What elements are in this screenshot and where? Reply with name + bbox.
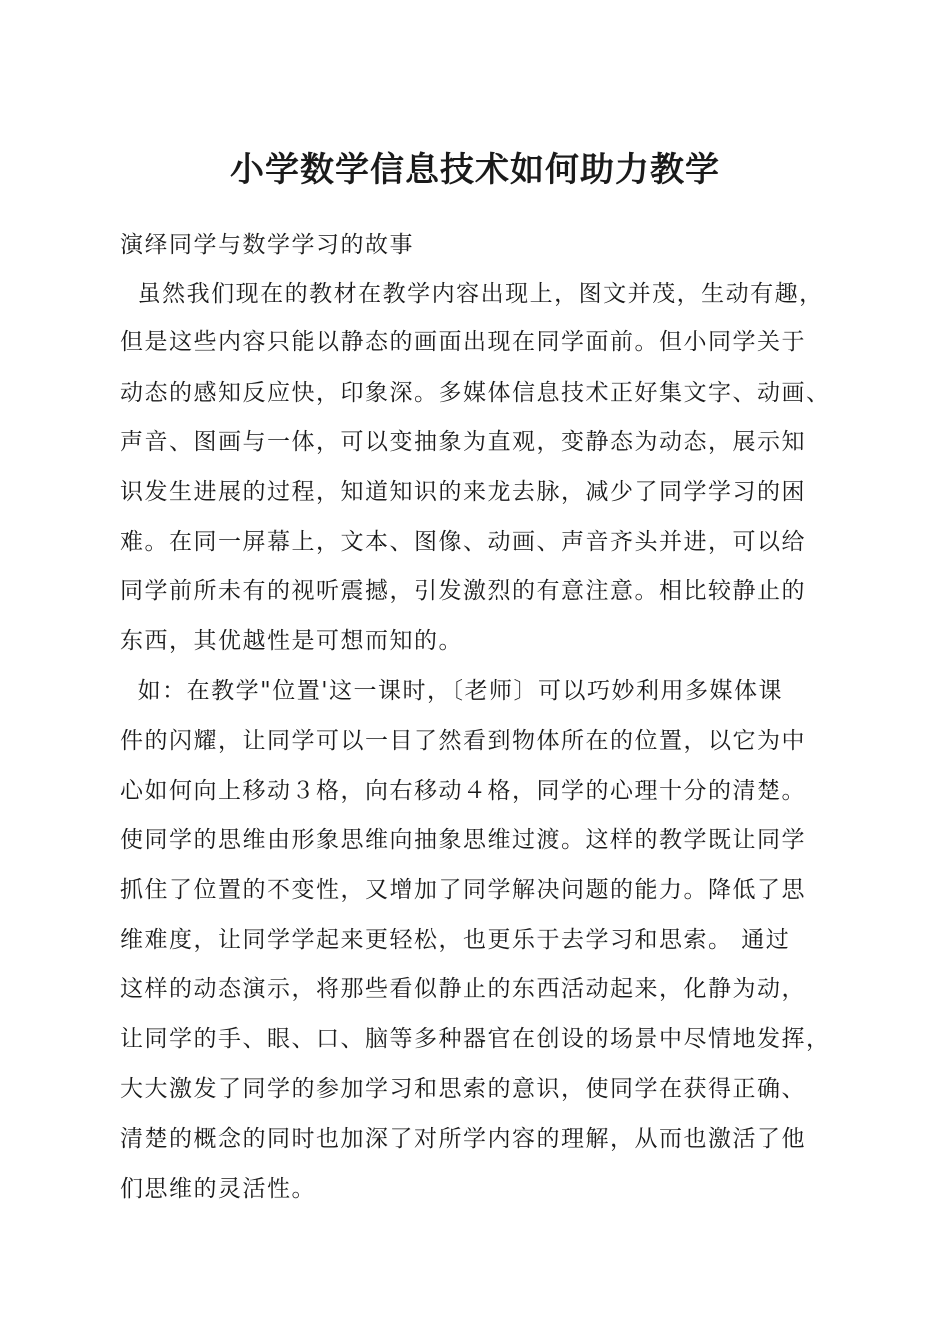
paragraph-line: 让同学的手、眼、口、脑等多种器官在创设的场景中尽情地发挥， xyxy=(120,1026,831,1052)
paragraph-line: 但是这些内容只能以静态的画面出现在同学面前。但小同学关于 xyxy=(120,329,806,355)
paragraph-line: 使同学的思维由形象思维向抽象思维过渡。这样的教学既让同学 xyxy=(120,827,806,853)
paragraph-line: 声音、图画与一体，可以变抽象为直观，变静态为动态，展示知 xyxy=(120,429,806,455)
paragraph-line: 识发生进展的过程，知道知识的来龙去脉，减少了同学学习的困 xyxy=(120,479,806,505)
paragraph-line: 抓住了位置的不变性，又增加了同学解决问题的能力。降低了思 xyxy=(120,877,806,903)
section-heading: 演绎同学与数学学习的故事 xyxy=(120,232,414,258)
paragraph-line: 东西，其优越性是可想而知的。 xyxy=(120,628,463,654)
paragraph-line: 大大激发了同学的参加学习和思索的意识，使同学在获得正确、 xyxy=(120,1076,806,1102)
paragraph-line: 这样的动态演示，将那些看似静止的东西活动起来，化静为动， xyxy=(120,976,806,1002)
paragraph-line: 维难度，让同学学起来更轻松，也更乐于去学习和思索。 通过 xyxy=(120,927,791,953)
paragraph-line: 虽然我们现在的教材在教学内容出现上，图文并茂，生动有趣， xyxy=(120,281,824,307)
paragraph-line: 动态的感知反应快，印象深。多媒体信息技术正好集文字、动画、 xyxy=(120,380,831,406)
paragraph-line: 难。在同一屏幕上，文本、图像、动画、声音齐头并进，可以给 xyxy=(120,529,806,555)
paragraph-line: 如：在教学"位置'这一课时，〔老师〕可以巧妙利用多媒体课 xyxy=(120,678,784,704)
paragraph-line: 同学前所未有的视听震撼，引发激烈的有意注意。相比较静止的 xyxy=(120,578,806,604)
paragraph-line: 心如何向上移动３格，向右移动４格，同学的心理十分的清楚。 xyxy=(120,778,806,804)
paragraph-line: 件的闪耀，让同学可以一目了然看到物体所在的位置，以它为中 xyxy=(120,728,806,754)
document-title: 小学数学信息技术如何助力教学 xyxy=(230,150,720,190)
paragraph-line: 们思维的灵活性。 xyxy=(120,1176,316,1202)
paragraph-line: 清楚的概念的同时也加深了对所学内容的理解，从而也激活了他 xyxy=(120,1126,806,1152)
